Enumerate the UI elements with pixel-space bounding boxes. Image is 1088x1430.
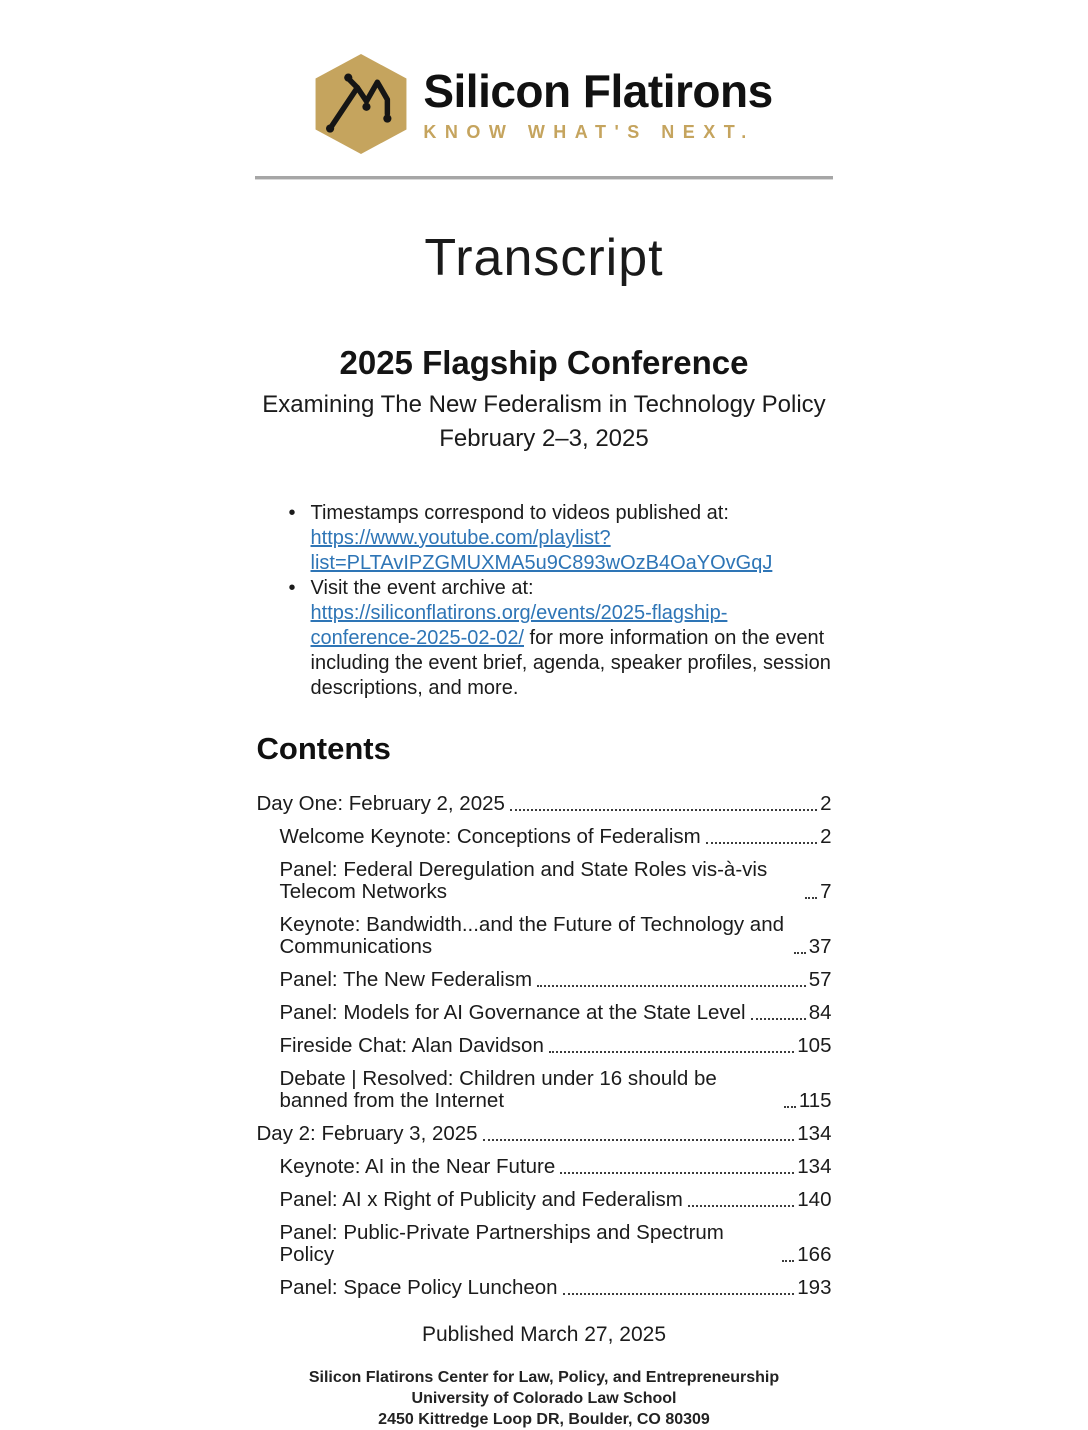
hyperlink[interactable]: https://www.youtube.com/playlist?list=PLTAvIPZGMUXMA5u9C893wOzB4OaYOvGqJ	[310, 527, 773, 574]
event-heading: 2025 Flagship Conference	[339, 344, 749, 381]
silicon-flatirons-mountain-icon	[315, 54, 407, 154]
toc-entry-title: Panel: Space Policy Luncheon	[279, 1276, 558, 1299]
toc-entry-title: Day 2: February 3, 2025	[256, 1122, 478, 1145]
toc-entry	[257, 914, 832, 958]
toc-entry	[257, 1002, 832, 1024]
toc-page-number: 166	[797, 1243, 832, 1266]
brand-name: Silicon Flatirons	[423, 64, 773, 117]
toc-entry	[257, 1035, 832, 1057]
toc-page-number: 193	[797, 1276, 832, 1299]
dot-leader	[510, 809, 817, 811]
dot-leader	[563, 1293, 795, 1295]
notes-list	[257, 501, 832, 701]
dot-leader	[688, 1205, 794, 1207]
note-text	[311, 501, 832, 576]
toc-entry-title: Debate | Resolved: Children under 16 should be banned from the Internet	[279, 1067, 717, 1112]
toc-page-number: 105	[797, 1034, 832, 1057]
dot-leader	[782, 1260, 794, 1262]
dot-leader	[706, 842, 817, 844]
toc-page-number: 2	[820, 825, 832, 848]
toc-entry	[257, 826, 832, 848]
toc-page-number: 84	[808, 1001, 832, 1024]
toc-entry	[257, 1222, 832, 1266]
toc-entry	[257, 793, 832, 815]
note-pre-text: Timestamps correspond to videos published at:	[310, 502, 729, 524]
bullet-icon: •	[288, 502, 296, 524]
dot-leader	[483, 1139, 795, 1141]
contents-heading: Contents	[256, 731, 391, 766]
toc-page-number: 57	[808, 968, 832, 991]
toc-entry-title: Panel: Federal Deregulation and State Roles vis-à-vis Telecom Networks	[279, 858, 768, 903]
event-dates: February 2–3, 2025	[439, 425, 649, 452]
note-post-text: for more information on the event including the event brief, agenda, speaker profiles, session descriptions, and more.	[310, 627, 831, 699]
toc-entry	[257, 1123, 832, 1145]
toc-entry	[257, 1068, 832, 1112]
note-text	[311, 576, 832, 701]
toc-entry-title: Fireside Chat: Alan Davidson	[279, 1034, 544, 1057]
toc-entry-title: Keynote: AI in the Near Future	[279, 1155, 556, 1178]
event-block	[0, 344, 1088, 453]
brand-tagline: KNOW WHAT'S NEXT.	[423, 122, 755, 143]
list-item	[289, 576, 832, 701]
toc-entry	[257, 1156, 832, 1178]
toc-entry-title: Panel: AI x Right of Publicity and Federalism	[279, 1188, 683, 1211]
toc-entry	[257, 1277, 832, 1299]
toc-page-number: 140	[797, 1188, 832, 1211]
footer-line: Silicon Flatirons Center for Law, Policy, and Entrepreneurship	[308, 1369, 780, 1386]
dot-leader	[784, 1106, 796, 1108]
dot-leader	[549, 1051, 794, 1053]
dot-leader	[560, 1172, 794, 1174]
toc-entry	[257, 1189, 832, 1211]
footer-line: University of Colorado Law School	[411, 1390, 677, 1407]
toc-page-number: 37	[808, 935, 832, 958]
toc-entry-title: Panel: Public-Private Partnerships and Spectrum Policy	[279, 1221, 724, 1266]
event-subtitle: Examining The New Federalism in Technology Policy	[262, 391, 826, 418]
table-of-contents	[257, 793, 832, 1299]
logo-text	[423, 64, 773, 143]
bullet-icon: •	[288, 577, 296, 599]
dot-leader	[794, 952, 806, 954]
toc-entry-title: Welcome Keynote: Conceptions of Federalism	[279, 825, 701, 848]
logo-header	[0, 0, 1088, 154]
dot-leader	[805, 897, 817, 899]
toc-entry-title: Day One: February 2, 2025	[256, 792, 505, 815]
toc-page-number: 134	[797, 1155, 832, 1178]
toc-entry-title: Keynote: Bandwidth...and the Future of Technology and Communications	[279, 913, 785, 958]
list-item	[289, 501, 832, 576]
hyperlink[interactable]: https://siliconflatirons.org/events/2025-flagship-conference-2025-02-02/	[310, 602, 728, 649]
footer	[0, 1367, 1088, 1430]
toc-entry	[257, 859, 832, 903]
published-date: Published March 27, 2025	[422, 1323, 666, 1346]
dot-leader	[537, 985, 806, 987]
toc-entry-title: Panel: The New Federalism	[279, 968, 533, 991]
toc-entry	[257, 969, 832, 991]
header-divider	[255, 176, 833, 180]
toc-entry-title: Panel: Models for AI Governance at the State Level	[279, 1001, 746, 1024]
footer-line: 2450 Kittredge Loop DR, Boulder, CO 80309	[378, 1411, 710, 1428]
toc-page-number: 2	[820, 792, 832, 815]
dot-leader	[751, 1018, 806, 1020]
toc-page-number: 115	[798, 1089, 832, 1112]
note-pre-text: Visit the event archive at:	[310, 577, 534, 599]
document-title: Transcript	[424, 229, 664, 287]
toc-page-number: 134	[797, 1122, 832, 1145]
toc-page-number: 7	[820, 880, 832, 903]
